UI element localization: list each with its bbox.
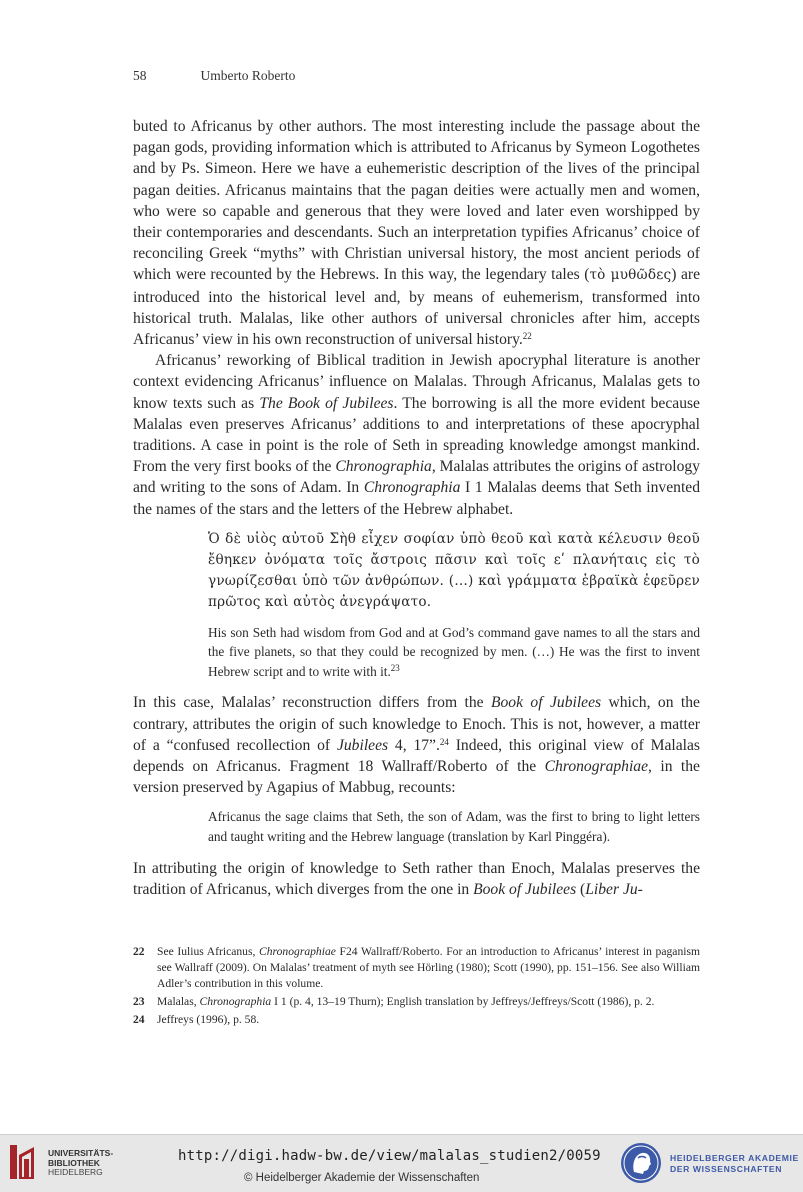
- footnote-ref-22[interactable]: 22: [522, 331, 532, 342]
- work-title: Chronographia: [335, 458, 432, 476]
- greek-quotation: Ὁ δὲ υἱὸς αὐτοῦ Σὴθ εἶχεν σοφίαν ὑπὸ θεοῦ καὶ κατὰ κέλευσιν θεοῦ ἔθηκεν ὀνόματα τοῖς ἄστροις πᾶσιν καὶ τοῖς εʹ πλανήταις εἰς τὸ γνωρίζεσθαι ὑπὸ τῶν ἀνθρώπων. (…) καὶ γράμματα ἑβραϊκὰ ἐφεῦρεν πρῶτος καὶ αὐτὸς ἀνεγράψατο.: [208, 530, 700, 611]
- ub-name-line: HEIDELBERG: [48, 1167, 103, 1177]
- paragraph-3: [133, 692, 700, 798]
- work-title: Liber Ju-: [585, 880, 643, 898]
- page-number: 58: [133, 68, 147, 83]
- agapius-quotation: Africanus the sage claims that Seth, the son of Adam, was the first to bring to light letters and taught writing and the Hebrew language (translation by Karl Pinggéra).: [208, 809, 700, 845]
- work-title: Chronographiae: [544, 758, 649, 776]
- text-segment: See Iulius Africanus,: [157, 945, 260, 958]
- text-segment: F24 Wallraff/Roberto. For an introduction to Africanus’ interest in paganism see Wallraff (2009). On Malalas’ treatment of myth see Hörling (1980); Scott (1990), pp. 151–156. See also William Adler’s contribution in this volume.: [157, 945, 700, 990]
- copyright-notice: © Heidelberger Akademie der Wissenschaften: [244, 1172, 480, 1184]
- footnote-number: 22: [133, 945, 145, 958]
- permalink-url[interactable]: http://digi.hadw-bw.de/view/malalas_studien2/0059: [178, 1148, 601, 1164]
- text-segment: , in the version preserved by Agapius of Mabbug, recounts:: [133, 758, 700, 797]
- footnote-ref-23[interactable]: 23: [390, 662, 400, 673]
- footnote-number: 24: [133, 1013, 145, 1026]
- english-quotation: [208, 623, 700, 682]
- ub-name: [48, 1149, 113, 1178]
- footnotes: [133, 944, 700, 1030]
- work-title: Chronographia: [363, 479, 461, 497]
- academy-name-line: DER WISSENSCHAFTEN: [670, 1164, 783, 1174]
- paragraph-1: [133, 116, 700, 350]
- text-segment: I 1 Malalas deems that Seth invented the names of the stars and the letters of the Hebrew alphabet.: [133, 479, 700, 518]
- academy-logo[interactable]: [620, 1141, 800, 1187]
- academy-head-emblem-icon: [620, 1141, 664, 1185]
- text-segment: 4, 17”.: [388, 736, 440, 754]
- academy-name-line: HEIDELBERGER AKADEMIE: [670, 1153, 799, 1163]
- book-title: Book of Jubilees: [490, 694, 602, 712]
- main-text: [133, 116, 700, 900]
- university-library-logo[interactable]: [8, 1143, 158, 1183]
- work-title: Chronographiae: [259, 945, 336, 958]
- footnote-22: [133, 944, 700, 992]
- book-title: Book of Jubilees: [473, 880, 577, 898]
- text-segment: . The borrowing is all the more evident because Malalas even preserves Africanus’ additions to and interpretations of these apocryphal traditions. A case in point is the role of Seth in spreading knowledge amongst mankind. From the very first books of the: [133, 394, 700, 476]
- ub-name-line: UNIVERSITÄTS-: [48, 1148, 114, 1158]
- text-segment: Malalas,: [157, 995, 200, 1008]
- greek-phrase: τὸ μυθῶδες: [589, 267, 672, 284]
- footnote-number: 23: [133, 995, 145, 1008]
- footnote-ref-24[interactable]: 24: [439, 736, 449, 747]
- text-segment: buted to Africanus by other authors. The most interesting include the passage about the pagan gods, providing information which is attributed to Africanus by Symeon Logothetes and by Ps. Simeon. Here we have a euhemeristic description of the lives of the principal pagan deities. Africanus maintains that the pagan deities were actually men and women, who were so capable and generous that they were loved and later even worshipped by their contemporaries and descendants. Such an interpretation typifies Africanus’ choice of reconciling Greek “myths” with Christian universal history, the most ancient periods of which were recounted by the Hebrews. In this way, the legendary tales (: [133, 118, 700, 284]
- text-segment: In this case, Malalas’ reconstruction differs from the: [133, 694, 491, 712]
- paragraph-2: [133, 350, 700, 520]
- ub-emblem-icon: [8, 1143, 38, 1181]
- digitization-footer: [0, 1134, 803, 1192]
- book-title: Jubilees: [336, 736, 389, 754]
- text-segment: Indeed, this original view of Malalas depends on Africanus. Fragment 18 Wallraff/Roberto of the: [133, 736, 700, 776]
- paragraph-4: [133, 858, 700, 900]
- footnote-24: [133, 1012, 700, 1028]
- ub-name-line: BIBLIOTHEK: [48, 1157, 100, 1168]
- work-title: Chronographia: [199, 995, 272, 1008]
- footnote-23: [133, 994, 700, 1010]
- text-segment: , Malalas attributes the origins of astrology and writing to the sons of Adam. In: [133, 458, 700, 497]
- running-head-author: Umberto Roberto: [200, 68, 296, 83]
- text-segment: His son Seth had wisdom from God and at God’s command gave names to all the stars and the five planets, so that they could be recognized by men. (…) He was the first to invent Hebrew script and to write with it.: [208, 624, 700, 679]
- academy-name: [670, 1153, 799, 1175]
- book-title: The Book of Jubilees: [259, 394, 394, 412]
- text-segment: I 1 (p. 4, 13–19 Thurn); English translation by Jeffreys/Jeffreys/Scott (1986), p. 2.: [271, 995, 655, 1008]
- text-segment: Africanus’ reworking of Biblical tradition in Jewish apocryphal literature is another context evidencing Africanus’ influence on Malalas. Through Africanus, Malalas gets to know texts such as: [133, 352, 700, 412]
- text-segment: (: [576, 880, 586, 898]
- text-segment: ) are introduced into the historical level and, by means of euhemerism, transformed into historical truth. Malalas, like other authors of universal chronicles after him, accepts Africanus’ view in his own reconstruction of universal history.: [133, 266, 700, 349]
- text-segment: which, on the contrary, attributes the origin of such knowledge to Enoch. This is not, however, a matter of a “confused recollection of: [133, 694, 700, 754]
- running-head: [133, 68, 295, 84]
- text-segment: In attributing the origin of knowledge to Seth rather than Enoch, Malalas preserves the tradition of Africanus, which diverges from the one in: [133, 859, 700, 898]
- text-segment: Jeffreys (1996), p. 58.: [157, 1013, 260, 1026]
